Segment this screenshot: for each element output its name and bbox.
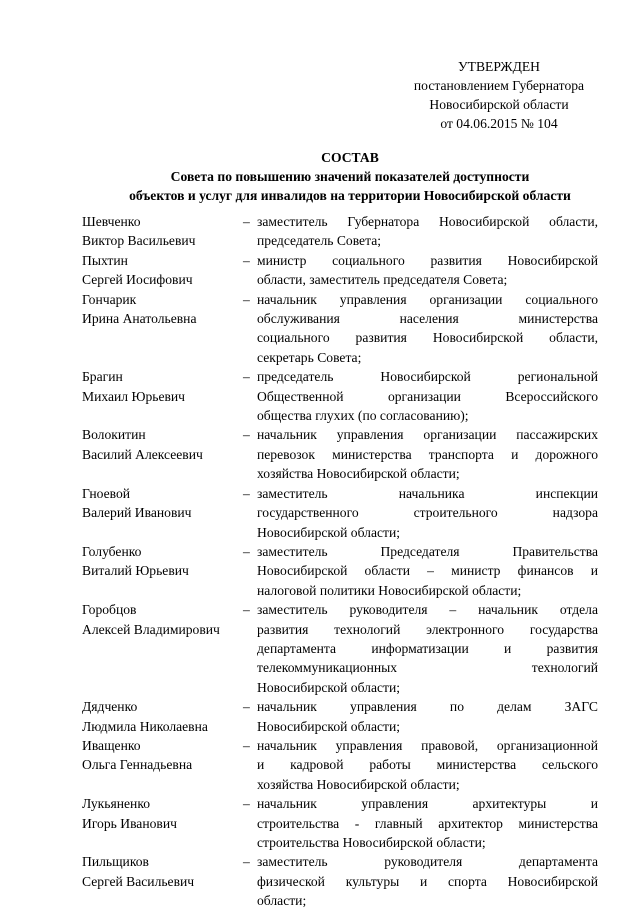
approval-line: постановлением Губернатора bbox=[413, 78, 585, 93]
member-given-names: Ирина Анатольевна bbox=[82, 311, 197, 327]
member-dash: – bbox=[243, 854, 250, 870]
member-dash: – bbox=[243, 796, 250, 812]
member-entry bbox=[82, 794, 598, 852]
document-title: СОСТАВ bbox=[321, 150, 379, 165]
member-role-line: департамента информатизации и развития bbox=[257, 640, 598, 656]
member-dash: – bbox=[243, 252, 250, 268]
member-role-line: перевозок министерства транспорта и дорожного bbox=[257, 446, 598, 462]
member-role-line: хозяйства Новосибирской области; bbox=[257, 466, 460, 482]
member-dash: – bbox=[243, 291, 250, 307]
member-role-line: председатель Совета; bbox=[257, 233, 382, 249]
member-role-line: налоговой политики Новосибирской области; bbox=[257, 582, 522, 598]
member-name bbox=[82, 251, 252, 290]
member-role-line: социального развития Новосибирской области, bbox=[257, 330, 598, 346]
document-heading bbox=[60, 148, 640, 205]
member-dash: – bbox=[243, 485, 250, 501]
member-role bbox=[257, 697, 598, 736]
member-role-line: председатель Новосибирской региональной bbox=[257, 369, 598, 385]
member-role-line: государственного строительного надзора bbox=[257, 505, 598, 521]
member-role-line: начальник управления организации пассажирских bbox=[257, 427, 598, 443]
member-entry bbox=[82, 425, 598, 483]
member-role-line: начальник управления правовой, организационной bbox=[257, 737, 598, 753]
member-role-line: области, заместитель председателя Совета; bbox=[257, 272, 508, 288]
member-given-names: Сергей Иосифович bbox=[82, 272, 193, 288]
member-role-line: общества глухих (по согласованию); bbox=[257, 408, 469, 424]
member-surname: Голубенко bbox=[82, 543, 142, 559]
member-surname: Волокитин bbox=[82, 427, 146, 443]
member-given-names: Сергей Васильевич bbox=[82, 873, 195, 889]
member-role bbox=[257, 600, 598, 697]
member-surname: Горобцов bbox=[82, 602, 137, 618]
member-dash: – bbox=[243, 369, 250, 385]
member-role-line: строительства - главный архитектор министерства bbox=[257, 815, 598, 831]
member-entry bbox=[82, 367, 598, 425]
member-role-line: начальник управления по делам ЗАГС bbox=[257, 699, 598, 715]
member-role bbox=[257, 736, 598, 794]
member-name bbox=[82, 290, 252, 329]
member-surname: Иващенко bbox=[82, 737, 141, 753]
member-given-names: Василий Алексеевич bbox=[82, 446, 203, 462]
member-entry bbox=[82, 736, 598, 794]
member-given-names: Игорь Иванович bbox=[82, 815, 177, 831]
member-entry bbox=[82, 290, 598, 368]
member-role bbox=[257, 251, 598, 290]
member-given-names: Виталий Юрьевич bbox=[82, 563, 189, 579]
member-entry bbox=[82, 251, 598, 290]
member-name bbox=[82, 484, 252, 523]
member-role-line: Новосибирской области; bbox=[257, 524, 401, 540]
member-name bbox=[82, 852, 252, 891]
member-role-line: развития технологий электронного государства bbox=[257, 621, 598, 637]
member-entry bbox=[82, 212, 598, 251]
members-list bbox=[82, 212, 598, 911]
member-role-line: начальник управления организации социального bbox=[257, 291, 598, 307]
member-role-line: заместитель руководителя – начальник отдела bbox=[257, 602, 598, 618]
member-role bbox=[257, 290, 598, 368]
member-role-line: и кадровой работы министерства сельского bbox=[257, 757, 598, 773]
member-surname: Шевченко bbox=[82, 214, 141, 229]
member-surname: Пильщиков bbox=[82, 854, 149, 870]
member-surname: Пыхтин bbox=[82, 252, 128, 268]
member-name bbox=[82, 367, 252, 406]
member-given-names: Алексей Владимирович bbox=[82, 621, 220, 637]
member-surname: Гончарик bbox=[82, 291, 137, 307]
member-role-line: министр социального развития Новосибирской bbox=[257, 252, 598, 268]
member-role-line: телекоммуникационных технологий bbox=[257, 660, 598, 676]
member-given-names: Ольга Геннадьевна bbox=[82, 757, 193, 773]
member-entry bbox=[82, 600, 598, 697]
member-role-line: области; bbox=[257, 893, 307, 909]
approval-title: УТВЕРЖДЕН bbox=[458, 59, 540, 74]
member-given-names: Людмила Николаевна bbox=[82, 718, 208, 734]
member-role-line: секретарь Совета; bbox=[257, 349, 362, 365]
member-entry bbox=[82, 484, 598, 542]
member-role-line: заместитель Председателя Правительства bbox=[257, 543, 598, 559]
member-given-names: Виктор Васильевич bbox=[82, 233, 196, 249]
member-role-line: заместитель Губернатора Новосибирской области, bbox=[257, 214, 598, 229]
member-dash: – bbox=[243, 543, 250, 559]
approval-block bbox=[396, 57, 602, 133]
member-surname: Лукьяненко bbox=[82, 796, 151, 812]
member-surname: Дядченко bbox=[82, 699, 138, 715]
member-entry bbox=[82, 542, 598, 600]
member-role-line: Новосибирской области; bbox=[257, 679, 401, 695]
member-given-names: Михаил Юрьевич bbox=[82, 388, 186, 404]
approval-line: Новосибирской области bbox=[429, 97, 569, 112]
member-role-line: начальник управления архитектуры и bbox=[257, 796, 598, 812]
member-name bbox=[82, 425, 252, 464]
member-dash: – bbox=[243, 699, 250, 715]
member-dash: – bbox=[243, 737, 250, 753]
member-role bbox=[257, 212, 598, 251]
member-role bbox=[257, 425, 598, 483]
member-surname: Гноевой bbox=[82, 485, 131, 501]
member-role bbox=[257, 794, 598, 852]
member-entry bbox=[82, 852, 598, 910]
member-role-line: Новосибирской области; bbox=[257, 718, 401, 734]
member-name bbox=[82, 794, 252, 833]
member-role-line: заместитель начальника инспекции bbox=[257, 485, 598, 501]
member-entry bbox=[82, 697, 598, 736]
member-dash: – bbox=[243, 602, 250, 618]
member-given-names: Валерий Иванович bbox=[82, 505, 192, 521]
member-surname: Брагин bbox=[82, 369, 123, 385]
member-role-line: заместитель руководителя департамента bbox=[257, 854, 598, 870]
member-dash: – bbox=[243, 214, 250, 229]
member-role-line: строительства Новосибирской области; bbox=[257, 835, 486, 850]
member-name bbox=[82, 600, 252, 639]
member-name bbox=[82, 736, 252, 775]
member-role-line: Общественной организации Всероссийского bbox=[257, 388, 598, 404]
document-subtitle: Совета по повышению значений показателей доступности bbox=[170, 169, 530, 184]
member-role-line: хозяйства Новосибирской области; bbox=[257, 776, 460, 792]
member-role bbox=[257, 542, 598, 600]
member-role-line: Новосибирской области – министр финансов и bbox=[257, 563, 598, 579]
member-name bbox=[82, 697, 252, 736]
member-name bbox=[82, 212, 252, 251]
member-role bbox=[257, 484, 598, 542]
approval-date: от 04.06.2015 № 104 bbox=[440, 116, 558, 131]
member-name bbox=[82, 542, 252, 581]
member-role bbox=[257, 367, 598, 425]
document-subtitle: объектов и услуг для инвалидов на территории Новосибирской области bbox=[129, 188, 571, 203]
member-role-line: физической культуры и спорта Новосибирской bbox=[257, 873, 598, 889]
member-role bbox=[257, 852, 598, 910]
member-role-line: обслуживания населения министерства bbox=[257, 311, 598, 327]
member-dash: – bbox=[243, 427, 250, 443]
